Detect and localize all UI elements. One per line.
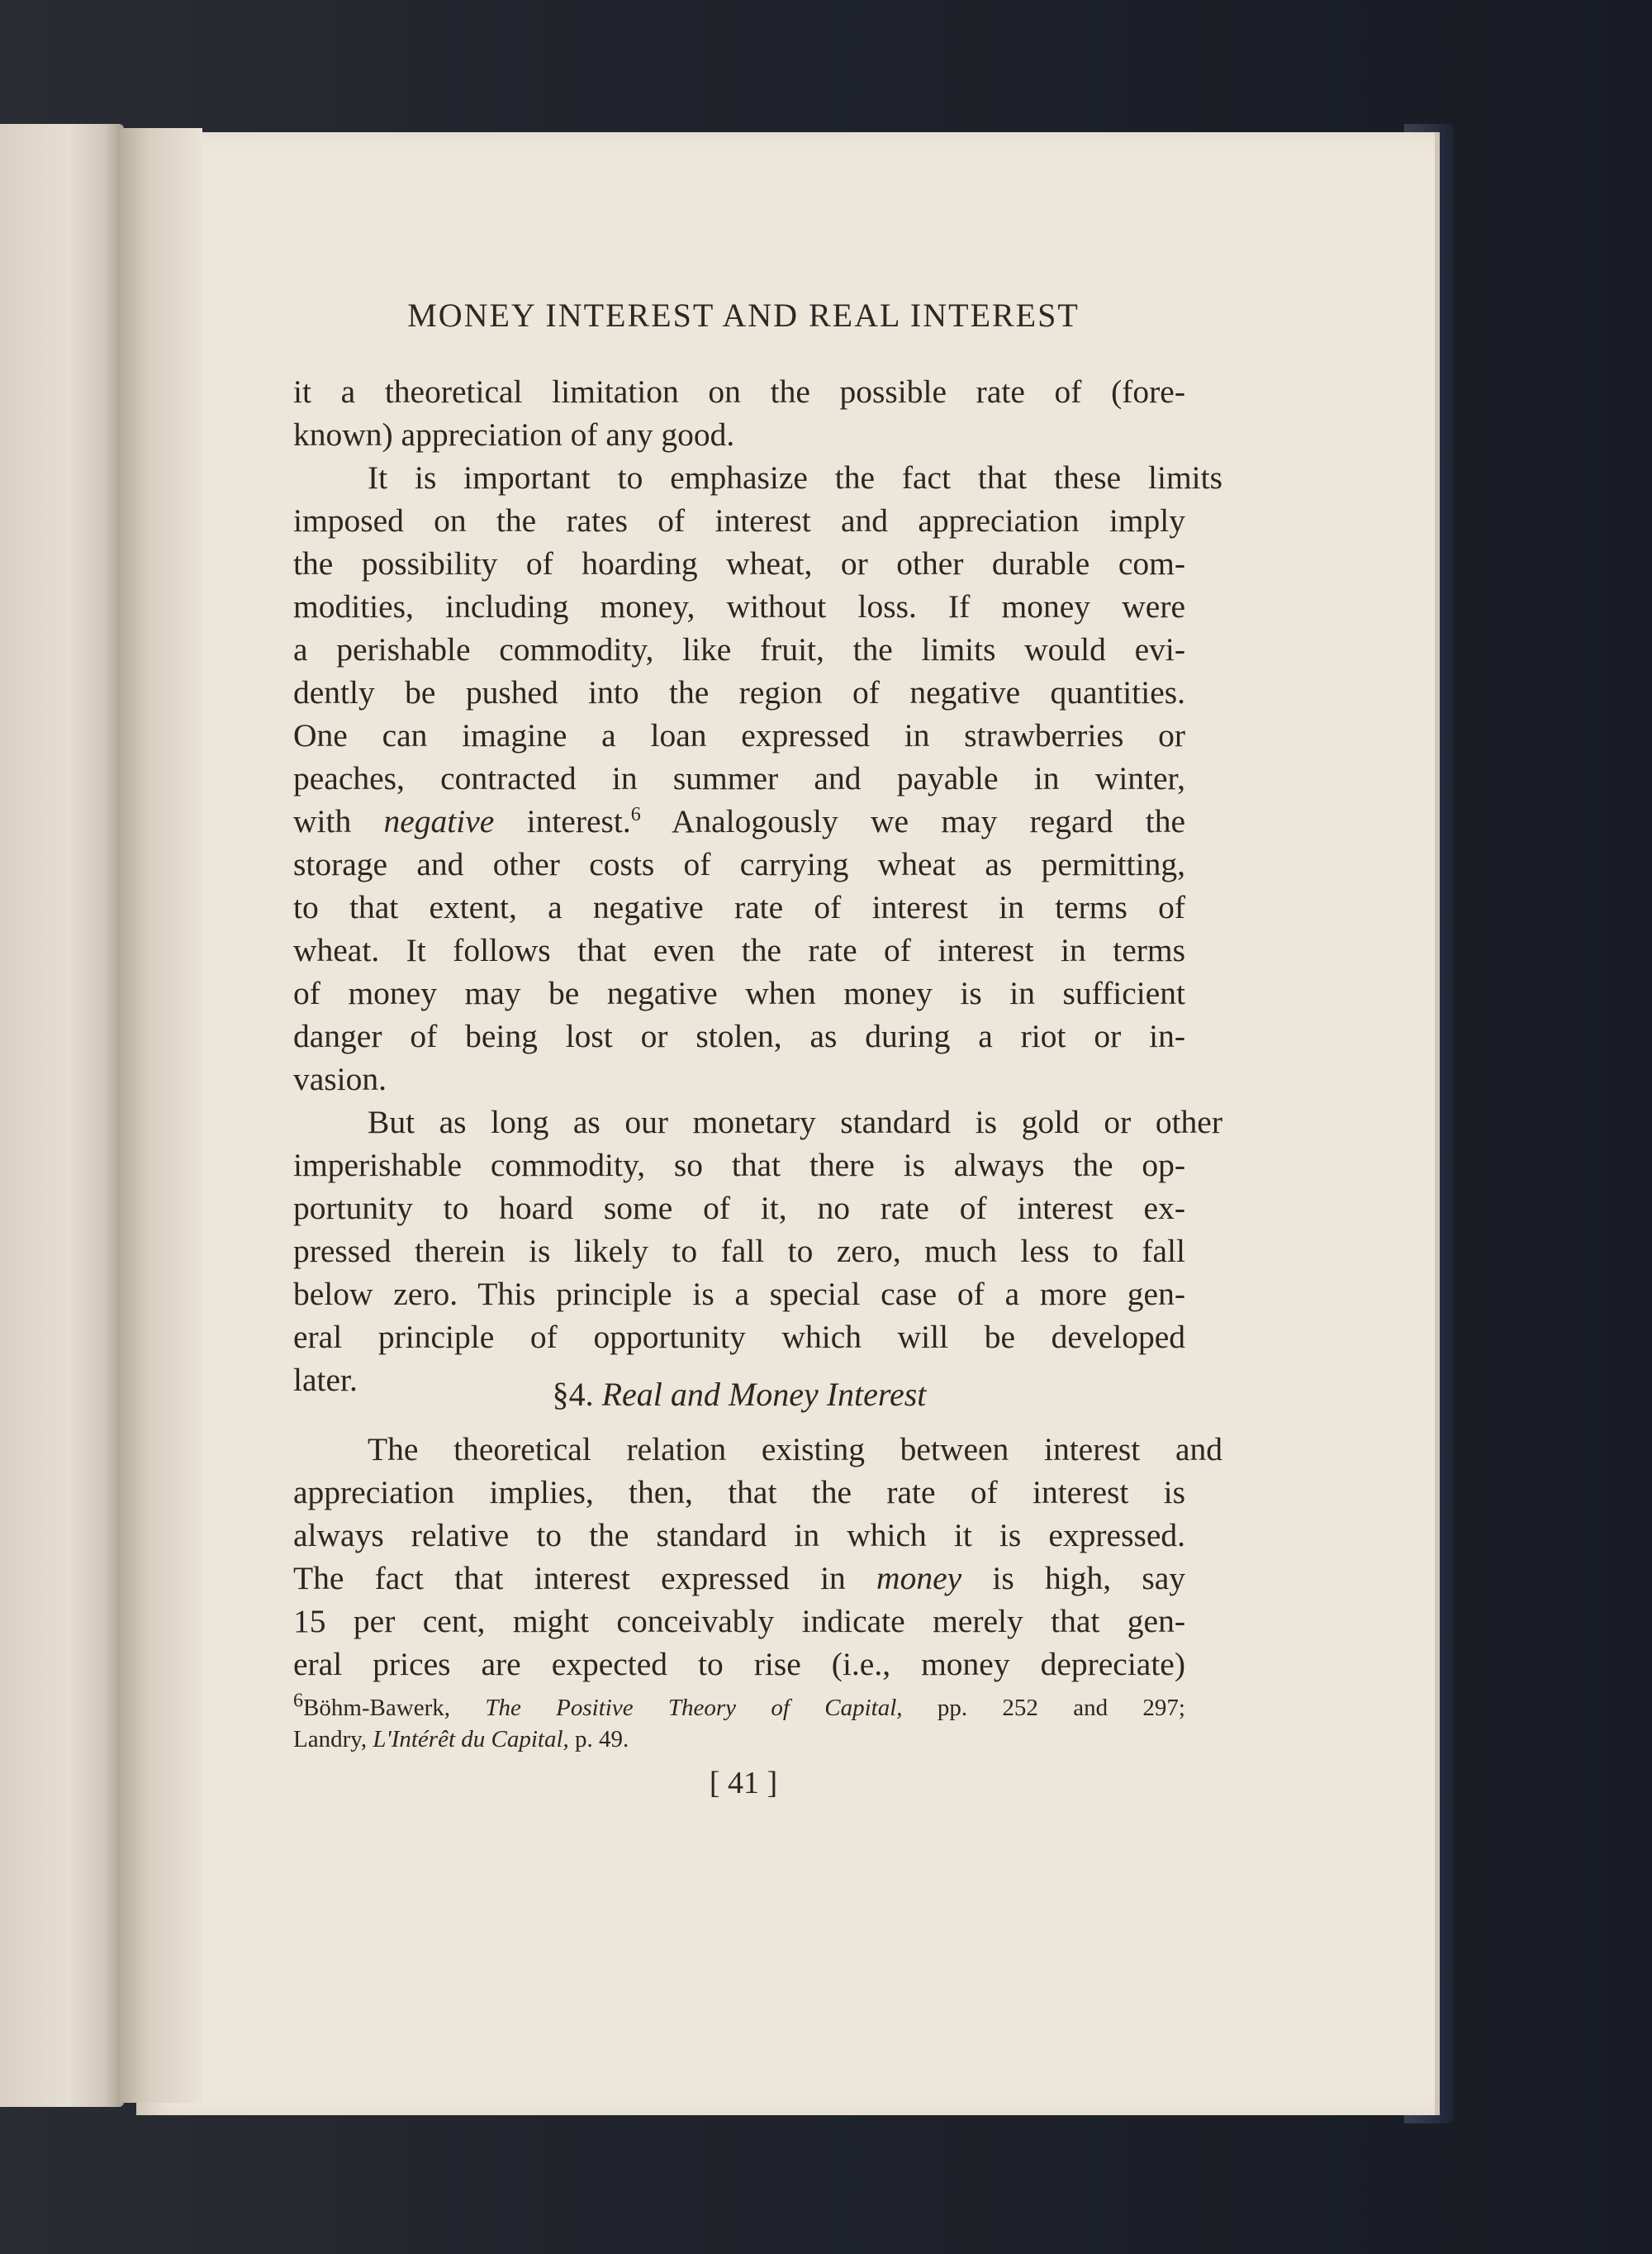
- words: The fact that interest expressed in: [293, 1560, 846, 1596]
- words: Analogously we may regard the: [671, 803, 1186, 839]
- emphasis: money: [876, 1560, 962, 1596]
- running-head: MONEY INTEREST AND REAL INTEREST: [407, 297, 1080, 334]
- word: with: [293, 803, 352, 839]
- page-number: [ 41 ]: [709, 1766, 778, 1800]
- text-line: the possibility of hoarding wheat, or other durable com-: [293, 545, 1185, 582]
- text-line: wheat. It follows that even the rate of interest in terms: [293, 932, 1185, 968]
- text-line: to that extent, a negative rate of interest in terms of: [293, 889, 1185, 925]
- text-line: eral prices are expected to rise (i.e., money depreciate): [293, 1646, 1185, 1682]
- text-line: always relative to the standard in which it is expressed.: [293, 1517, 1185, 1553]
- text-line-with-emphasis: [293, 1557, 1185, 1600]
- text-line: eral principle of opportunity which will be developed: [293, 1319, 1185, 1355]
- text-line: imposed on the rates of interest and appreciation imply: [293, 502, 1185, 539]
- footnote-line: [293, 1724, 1185, 1755]
- text-line: danger of being lost or stolen, as during a riot or in-: [293, 1018, 1185, 1054]
- text-line: But as long as our monetary standard is gold or other: [368, 1104, 1222, 1140]
- footnote-marker: 6: [293, 1690, 303, 1712]
- footnote-line: [293, 1692, 1185, 1724]
- footnote-marker: 6: [630, 803, 641, 825]
- text-line: it a theoretical limitation on the possible rate of (fore-: [293, 373, 1185, 410]
- text-line-with-emphasis: [293, 800, 1185, 843]
- text-line: appreciation implies, then, that the rate of interest is: [293, 1474, 1185, 1510]
- text-line: modities, including money, without loss. If money were: [293, 588, 1185, 625]
- emphasis: negative: [383, 803, 495, 839]
- section-number: §4.: [552, 1376, 594, 1413]
- text-line: vasion.: [293, 1061, 387, 1097]
- footnote-title: L'Intérêt du Capital,: [373, 1726, 569, 1752]
- text-line: imperishable commodity, so that there is always the op-: [293, 1147, 1185, 1183]
- text-line: One can imagine a loan expressed in strawberries or: [293, 717, 1185, 754]
- text-line: It is important to emphasize the fact that these limits: [368, 459, 1222, 496]
- words: is high, say: [992, 1560, 1185, 1596]
- text-line: later.: [293, 1362, 358, 1398]
- text-line: The theoretical relation existing between interest and: [368, 1431, 1222, 1467]
- footnote-title: The Positive Theory of Capital,: [485, 1695, 903, 1721]
- text-line: pressed therein is likely to fall to zero, much less to fall: [293, 1233, 1185, 1269]
- section-title: Real and Money Interest: [601, 1376, 927, 1413]
- text-line: of money may be negative when money is in sufficient: [293, 975, 1185, 1011]
- text-line: 15 per cent, might conceivably indicate merely that gen-: [293, 1603, 1185, 1639]
- word: interest.: [526, 803, 631, 839]
- text-line: storage and other costs of carrying wheat as permitting,: [293, 846, 1185, 882]
- left-facing-page-edge: [0, 124, 124, 2107]
- text-line: below zero. This principle is a special case of a more gen-: [293, 1276, 1185, 1312]
- text-line: peaches, contracted in summer and payable in winter,: [293, 760, 1185, 797]
- text-line: known) appreciation of any good.: [293, 416, 735, 453]
- footnote-author: Böhm-Bawerk,: [303, 1695, 450, 1721]
- text-line: portunity to hoard some of it, no rate of interest ex-: [293, 1190, 1185, 1226]
- footnote-pages: p. 49.: [575, 1726, 629, 1752]
- page-gutter: [120, 128, 202, 2103]
- section-heading: [293, 1373, 1185, 1416]
- text-line: dently be pushed into the region of negative quantities.: [293, 674, 1185, 711]
- footnote-author: Landry,: [293, 1726, 368, 1752]
- footnote-pages: pp. 252 and 297;: [937, 1695, 1185, 1721]
- text-line: a perishable commodity, like fruit, the limits would evi-: [293, 631, 1185, 668]
